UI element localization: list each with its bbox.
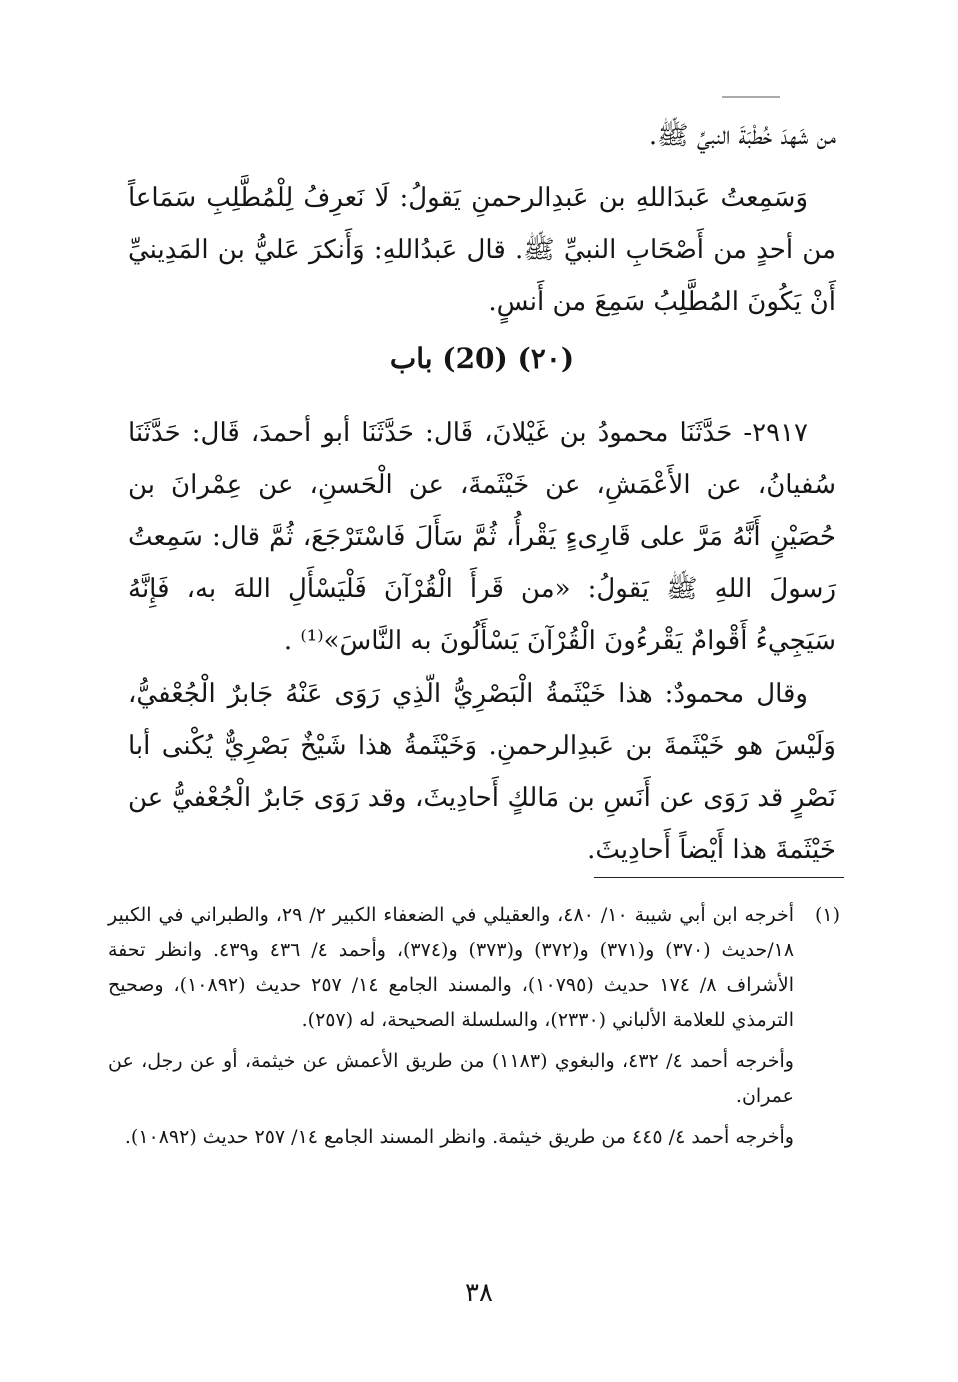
footnote-line: وأخرجه أحمد ٤/ ٤٣٢، والبغوي (١١٨٣) من طريق الأعمش عن خيثمة، أو عن رجل، عن عمران. <box>108 1050 794 1107</box>
hadith-paragraph <box>128 407 836 667</box>
paragraph-narration <box>128 172 836 328</box>
commentary-paragraph <box>128 668 836 876</box>
paragraph-text: من شَهدَ خُطْبَةَ النبيِّ ﷺ. <box>648 121 836 151</box>
top-mark <box>722 96 780 98</box>
page-number: ٣٨ <box>465 1278 493 1308</box>
footnotes <box>108 898 840 1161</box>
footnote-number: (١) <box>814 904 840 926</box>
footnote <box>108 898 840 1155</box>
footnote-line: وأخرجه أحمد ٤/ ٤٤٥ من طريق خيثمة. وانظر المسند الجامع ١٤/ ٢٥٧ حديث (١٠٨٩٢). <box>124 1126 794 1148</box>
chapter-heading: (٢٠) (20) باب <box>389 342 575 375</box>
paragraph-text: وَسَمِعتُ عَبدَاللهِ بن عَبدِالرحمنِ يَقولُ: لَا نَعرِفُ لِلْمُطَّلِبِ سَمَاعاً من أحدٍ من أَصْحَابِ النبيِّ ﷺ. قال عَبدُاللهِ: وَأَنكرَ عَليُّ بن المَدِينيِّ أَنْ يَكُونَ المُطَّلِبُ سَمِعَ من أَنسٍ. <box>128 183 836 317</box>
paragraph-text: ٢٩١٧- حَدَّثَنَا محمودُ بن غَيْلانَ، قَال: حَدَّثَنَا أبو أحمدَ، قَال: حَدَّثَنَا سُفيانُ، عن الأَعْمَشِ، عن خَيْثَمةَ، عن الْحَسنِ، عن عِمْرانَ بن حُصَيْنٍ أَنَّهُ مَرَّ على قَارِىءٍ يَقْرأُ، ثُمَّ سَأَلَ فَاسْتَرْجَعَ، ثُمَّ قال: سَمِعتُ رَسولَ اللهِ ﷺ يَقولُ: «من قَرأَ الْقُرْآنَ فَلْيَسْأَلِ اللهَ به، فَإِنَّهُ سَيَجِيءُ أَقْوامٌ يَقْرءُونَ الْقُرْآنَ يَسْأَلُونَ به النَّاسَ»⁽¹⁾ . <box>128 418 837 656</box>
footnote-divider <box>594 877 844 878</box>
paragraph-text: وقال محمودٌ: هذا خَيْثَمةُ الْبَصْرِيُّ الّذِي رَوَى عَنْهُ جَابرٌ الْجُعْفيُّ، وَلَيْسَ هو خَيْثَمةَ بن عَبدِالرحمنِ. وَخَيْثَمةُ هذا شَيْخٌ بَصْرِيٌّ يُكْنى أبا نَصْرٍ قد رَوَى عن أَنَسِ بن مَالكٍ أَحادِيثَ، وقد رَوَى جَابرٌ الْجُعْفيُّ عن خَيْثَمةَ هذا أَيْضاً أَحادِيثَ. <box>128 679 836 865</box>
paragraph-continuation <box>128 110 836 162</box>
footnote-line: أخرجه ابن أبي شيبة ١٠/ ٤٨٠، والعقيلي في الضعفاء الكبير ٢/ ٢٩، والطبراني في الكبير ١٨/حديث (٣٧٠) و(٣٧١) و(٣٧٢) و(٣٧٣) و(٣٧٤)، وأحمد ٤/ ٤٣٦ و٤٣٩. وانظر تحفة الأشراف ٨/ ١٧٤ حديث (١٠٧٩٥)، والمسند الجامع ١٤/ ٢٥٧ حديث (١٠٨٩٢)، وصحيح الترمذي للعلامة الألباني (٢٣٣٠)، والسلسلة الصحيحة، له (٢٥٧). <box>108 904 795 1031</box>
footnote-body <box>108 898 794 1155</box>
